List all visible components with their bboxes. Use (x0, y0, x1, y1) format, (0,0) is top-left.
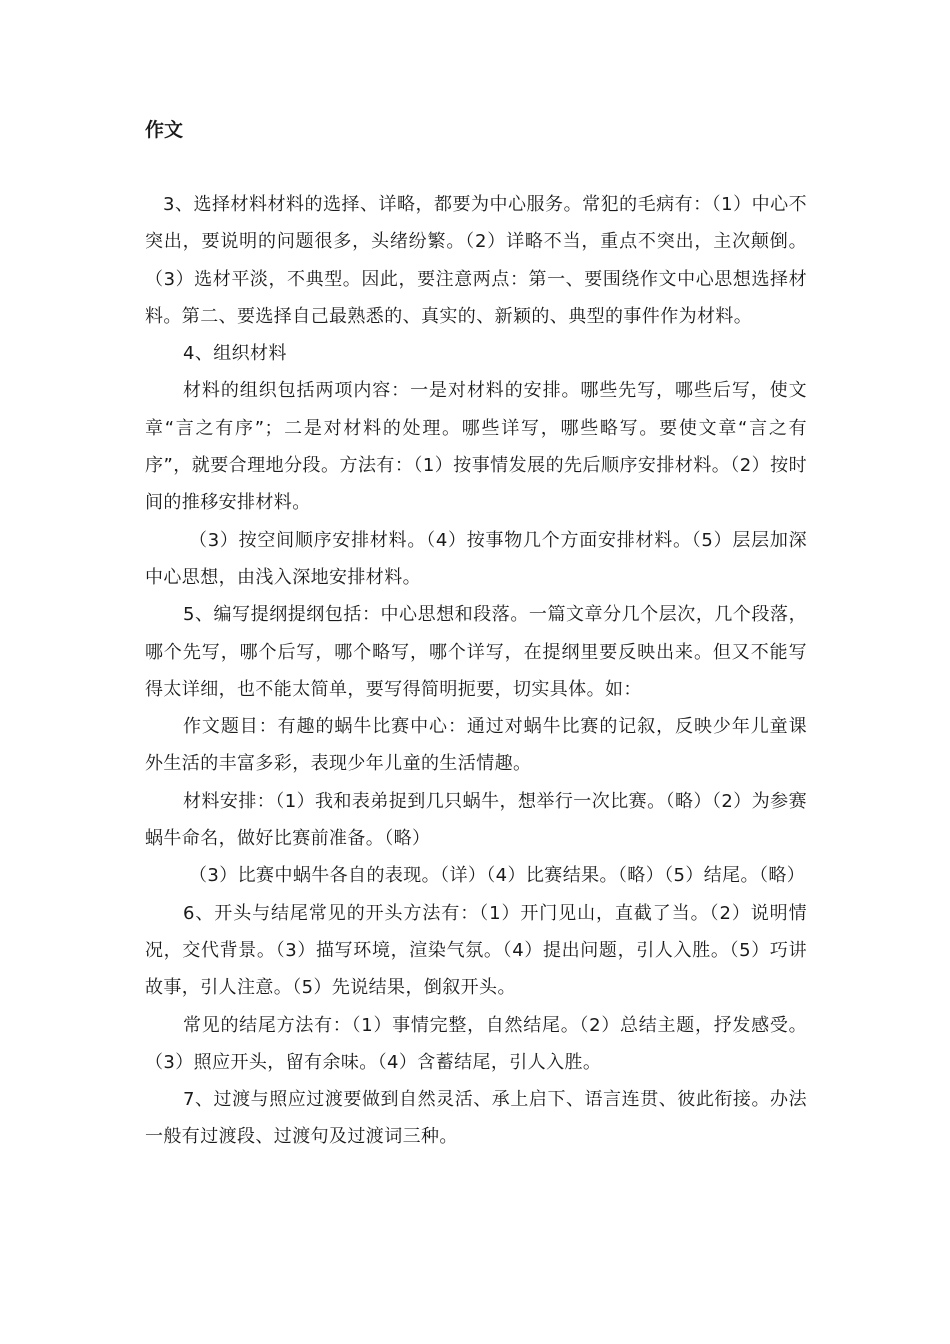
paragraph-opening-ending: 6、开头与结尾常见的开头方法有：（1）开门见山，直截了当。（2）说明情况，交代背景。（3）描写环境，渲染气氛。（4）提出问题，引人入胜。（5）巧讲故事，引人注意。（5）先说结果，倒叙开头。 (145, 902, 807, 999)
paragraph-essay-topic: 作文题目：有趣的蜗牛比赛中心：通过对蜗牛比赛的记叙，反映少年儿童课外生活的丰富多彩，表现少年儿童的生活情趣。 (145, 716, 807, 775)
paragraph-outline: 5、编写提纲提纲包括：中心思想和段落。一篇文章分几个层次，几个段落，哪个先写，哪个后写，哪个略写，哪个详写，在提纲里要反映出来。但又不能写得太详细，也不能太简单，要写得简明扼要，切实具体。如： (145, 604, 807, 700)
paragraph-material-plan: 材料安排：（1）我和表弟捉到几只蜗牛，想举行一次比赛。（略）（2）为参赛蜗牛命名，做好比赛前准备。（略） (145, 790, 807, 850)
paragraph-select-material: 3、选择材料材料的选择、详略，都要为中心服务。常犯的毛病有：（1）中心不突出，要说明的问题很多，头绪纷繁。（2）详略不当，重点不突出，主次颠倒。（3）选材平淡，不典型。因此，要注意两点：第一、要围绕作文中心思想选择材料。第二、要选择自己最熟悉的、真实的、新颖的、典型的事件作为材料。 (145, 194, 807, 327)
paragraph-organize-methods: （3）按空间顺序安排材料。（4）按事物几个方面安排材料。（5）层层加深中心思想，由浅入深地安排材料。 (145, 529, 807, 588)
document-body (145, 186, 807, 1156)
document-title: 作文 (145, 119, 184, 141)
paragraph-ending-methods: 常见的结尾方法有：（1）事情完整，自然结尾。（2）总结主题，抒发感受。（3）照应开头，留有余味。（4）含蓄结尾，引人入胜。 (145, 1014, 807, 1073)
paragraph-organize-heading: 4、组织材料 (183, 343, 287, 365)
paragraph-transition: 7、过渡与照应过渡要做到自然灵活、承上启下、语言连贯、彼此衔接。办法一般有过渡段、过渡句及过渡词三种。 (145, 1089, 807, 1148)
paragraph-material-plan-cont: （3）比赛中蜗牛各自的表现。（详）（4）比赛结果。（略）（5）结尾。（略） (189, 865, 806, 887)
paragraph-organize-material: 材料的组织包括两项内容：一是对材料的安排。哪些先写，哪些后写，使文章“言之有序”；二是对材料的处理。哪些详写，哪些略写。要使文章“言之有序”，就要合理地分段。方法有：（1）按事情发展的先后顺序安排材料。（2）按时间的推移安排材料。 (145, 380, 807, 514)
